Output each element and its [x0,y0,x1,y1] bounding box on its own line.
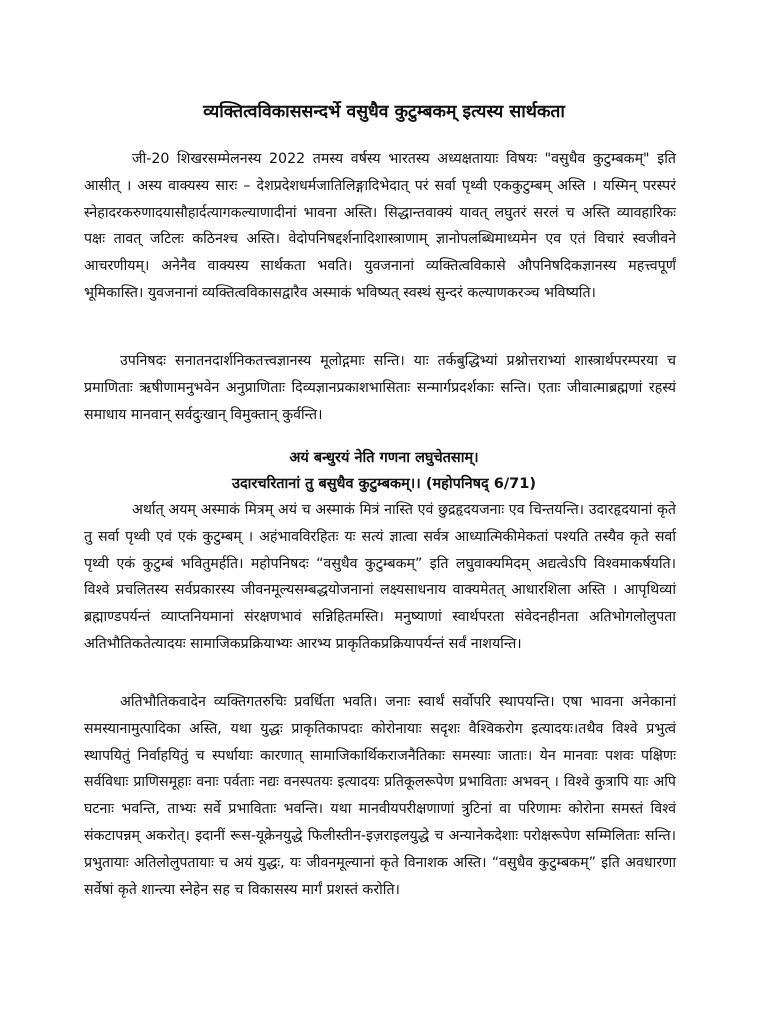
document-title: व्यक्तित्वविकाससन्दर्भे वसुधैव कुटुम्बकम् इत्यस्य सार्थकता [203,102,565,122]
paragraph-4: अतिभौतिकवादेन व्यक्तिगतरुचिः प्रवर्धिता भवति। जनाः स्वार्थं सर्वोपरि स्थापयन्ति। एषा भावना अनेकानां समस्यानामुत्पादिका अस्ति, यथा युद्धः प्राकृतिकापदाः कोरोनायाः सदृशः वैश्विकरोग इत्यादयः।तथैव विश्वे प्रभुत्वं स्थापयितुं निर्वाहयितुं च स्पर्धायाः कारणात् सामाजिकार्थिकराजनैतिकाः समस्याः जाताः। येन मानवाः पशवः पक्षिणः सर्वविधाः प्राणिसमूहाः वनाः पर्वताः नद्यः वनस्पतयः इत्यादयः प्रतिकूलरूपेण प्रभाविताः अभवन् । विश्वे कुत्रापि याः अपि घटनाः भवन्ति, ताभ्यः सर्वे प्रभाविताः भवन्ति। यथा मानवीयपरीक्षणाणां त्रुटिनां वा परिणामः कोरोना समस्तं विश्वं संकटापन्नम् अकरोत्। इदानीं रूस-यूक्रेनयुद्धे फिलीस्तीन-इज़राइलयुद्धे च अन्यानेकदेशाः परोक्षरूपेण सम्मिलिताः सन्ति। प्रभुतायाः अतिलोलुपतायाः च अयं युद्धः, यः जीवनमूल्यानां कृते विनाशक अस्ति। “वसुधैव कुटुम्बकम्” इति अवधारणा सर्वेषां कृते शान्त्या स्नेहेन सह च विकासस्य मार्गं प्रशस्तं करोति। [84,694,676,898]
paragraph-2: उपनिषदः सनातनदार्शनिकतत्त्वज्ञानस्य मूलोद्गमाः सन्ति। याः तर्कबुद्धिभ्यां प्रश्नोत्तराभ्यां शास्त्रार्थपरम्परया च प्रमाणिताः ऋषीणामनुभवेन अनुप्राणिताः दिव्यज्ञानप्रकाशभासिताः सन्मार्गप्रदर्शकाः सन्ति। एताः जीवात्माब्रह्मणां रहस्यं समाधाय मानवान् सर्वदुःखान् विमुक्तान् कुर्वन्ति। [84,353,676,423]
verse-line-1: अयं बन्धुरयं नेति गणना लघुचेतसाम्। [289,450,479,466]
paragraph-3: अर्थात् अयम् अस्माकं मित्रम् अयं च अस्माकं मित्रं नास्ति एवं छुद्रहृदयजनाः एव चिन्तयन्ति। उदारहृदयानां कृते तु सर्वा पृथ्वी एवं एकं कुटुम्बम् । अहंभावविरहितः यः सत्यं ज्ञात्वा सर्वत्र आध्यात्मिकीमेकतां पश्यति तस्यैव कृते सर्वा पृथ्वी एकं कुटुम्बं भवितुमर्हति। महोपनिषदः “वसुधैव कुटुम्बकम्” इति लघुवाक्यमिदम् अद्यत्वेऽपि विश्वमाकर्षयति। विश्वे प्रचलितस्य सर्वप्रकारस्य जीवनमूल्यसम्बद्धयोजनानां लक्ष्यसाधनाय वाक्यमेतत् आधारशिला अस्ति । आपृथिव्यां ब्रह्माण्डपर्यन्तं व्याप्तनियमानां संरक्षणभावं सन्निहितमस्ति। मनुष्याणां स्वार्थपरता संवेदनहीनता अतिभोगलोलुपता अतिभौतिकतेत्यादयः सामाजिकप्रक्रियाभ्यः आरभ्य प्राकृतिकप्रक्रियापर्यन्तं सर्वं नाशयन्ति। [84,502,676,652]
verse-line-2: उदारचरितानां तु बसुधैव कुटुम्बकम्।। (महोपनिषद् 6/71) [232,476,536,492]
paragraph-1: जी-20 शिखरसम्मेलनस्य 2022 तमस्य वर्षस्य भारतस्य अध्यक्षतायाः विषयः "वसुधैव कुटुम्बकम्" इति आसीत् । अस्य वाक्यस्य सारः – देशप्रदेशधर्मजातिलिङ्गादिभेदात् परं सर्वा पृथ्वी एककुटुम्बम् अस्ति । यस्मिन् परस्परं स्नेहादरकरुणादयासौहार्दत्यागकल्याणादीनां भावना अस्ति। सिद्धान्तवाक्यं यावत् लघुतरं सरलं च अस्ति व्यावहारिकः पक्षः तावत् जटिलः कठिनश्च अस्ति। वेदोपनिषद्दर्शनादिशास्त्राणाम् ज्ञानोपलब्धिमाध्यमेन एव एतं विचारं स्वजीवने आचरणीयम्। अनेनैव वाक्यस्य सार्थकता भवति। युवजनानां व्यक्तित्वविकासे औपनिषदिकज्ञानस्य महत्त्वपूर्णं भूमिकास्ति। युवजनानां व्यक्तित्वविकासद्वारैव अस्माकं भविष्यत् स्वस्थं सुन्दरं कल्याणकरञ्च भविष्यति। [84,151,676,301]
